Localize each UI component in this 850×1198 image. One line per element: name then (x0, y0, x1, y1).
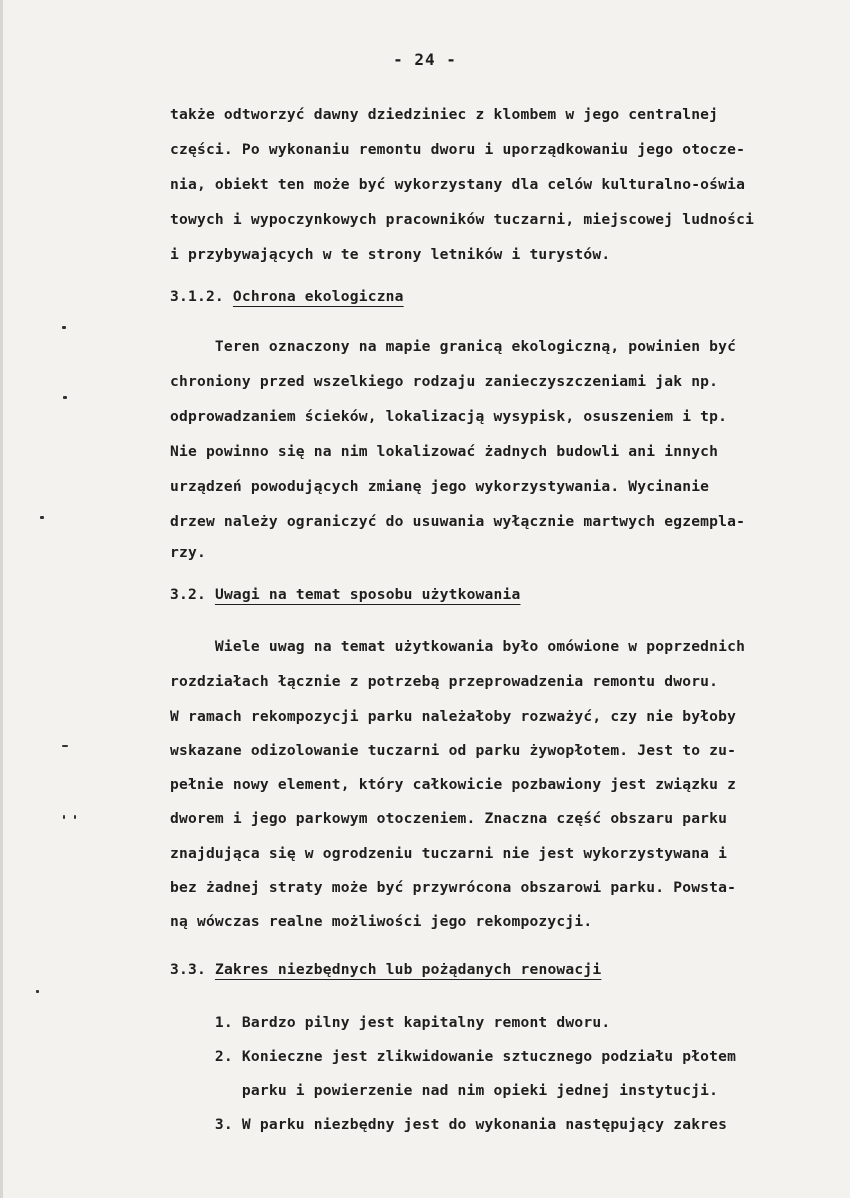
text-line: urządzeń powodujących zmianę jego wykorzystywania. Wycinanie (170, 478, 710, 495)
text-line: pełnie nowy element, który całkowicie pozbawiony jest związku z (170, 776, 737, 793)
section-number: 3.3. (170, 961, 206, 978)
text-line: Nie powinno się na nim lokalizować żadnych budowli ani innych (170, 443, 719, 460)
text-line: bez żadnej straty może być przywrócona obszarowi parku. Powsta- (170, 879, 737, 896)
margin-speck (62, 326, 66, 329)
section-heading-3-1-2 (170, 287, 844, 307)
text-line: W ramach rekompozycji parku należałoby rozważyć, czy nie byłoby (170, 708, 737, 725)
text-line: dworem i jego parkowym otoczeniem. Znaczna część obszaru parku (170, 810, 728, 827)
margin-speck (40, 516, 44, 519)
margin-speck (63, 396, 67, 399)
text-line: odprowadzaniem ścieków, lokalizacją wysypisk, osuszeniem i tp. (170, 408, 728, 425)
list-item: parku i powierzenie nad nim opieki jednej instytucji. (170, 1082, 719, 1099)
text-line: znajdująca się w ogrodzeniu tuczarni nie jest wykorzystywana i (170, 845, 728, 862)
text-line: rzy. (170, 544, 206, 561)
text-line: wskazane odizolowanie tuczarni od parku żywopłotem. Jest to zu- (170, 742, 737, 759)
list-item: 1. Bardzo pilny jest kapitalny remont dworu. (170, 1014, 611, 1031)
text-line: i przybywających w te strony letników i turystów. (170, 246, 611, 263)
text-line: nia, obiekt ten może być wykorzystany dla celów kulturalno-oświa (170, 176, 746, 193)
margin-speck (74, 815, 76, 819)
margin-speck (62, 745, 68, 747)
section-title: Zakres niezbędnych lub pożądanych renowacji (214, 961, 602, 978)
margin-speck (63, 815, 65, 819)
text-line: części. Po wykonaniu remontu dworu i uporządkowaniu jego otocze- (170, 141, 746, 158)
text-line: ną wówczas realne możliwości jego rekompozycji. (170, 913, 593, 930)
text-line: także odtworzyć dawny dziedziniec z klombem w jego centralnej (170, 106, 719, 123)
section-number: 3.2. (170, 586, 206, 603)
list-item: 3. W parku niezbędny jest do wykonania następujący zakres (170, 1116, 728, 1133)
section-heading-3-3 (170, 960, 844, 980)
section-heading-3-2 (170, 585, 844, 605)
text-line: rozdziałach łącznie z potrzebą przeprowadzenia remontu dworu. (170, 673, 719, 690)
text-line: drzew należy ograniczyć do usuwania wyłącznie martwych egzempla- (170, 513, 746, 530)
text-line: chroniony przed wszelkiego rodzaju zanieczyszczeniami jak np. (170, 373, 719, 390)
list-item: 2. Konieczne jest zlikwidowanie sztucznego podziału płotem (170, 1048, 737, 1065)
page-edge (0, 0, 3, 1198)
page-number: - 24 - (393, 50, 457, 69)
margin-speck (36, 990, 39, 993)
text-line: Wiele uwag na temat użytkowania było omówione w poprzednich (170, 638, 746, 655)
text-line: Teren oznaczony na mapie granicą ekologiczną, powinien być (170, 338, 737, 355)
section-title: Uwagi na temat sposobu użytkowania (214, 586, 521, 603)
section-number: 3.1.2. (170, 288, 224, 305)
text-line: towych i wypoczynkowych pracowników tuczarni, miejscowej ludności (170, 211, 755, 228)
section-title: Ochrona ekologiczna (232, 288, 404, 305)
